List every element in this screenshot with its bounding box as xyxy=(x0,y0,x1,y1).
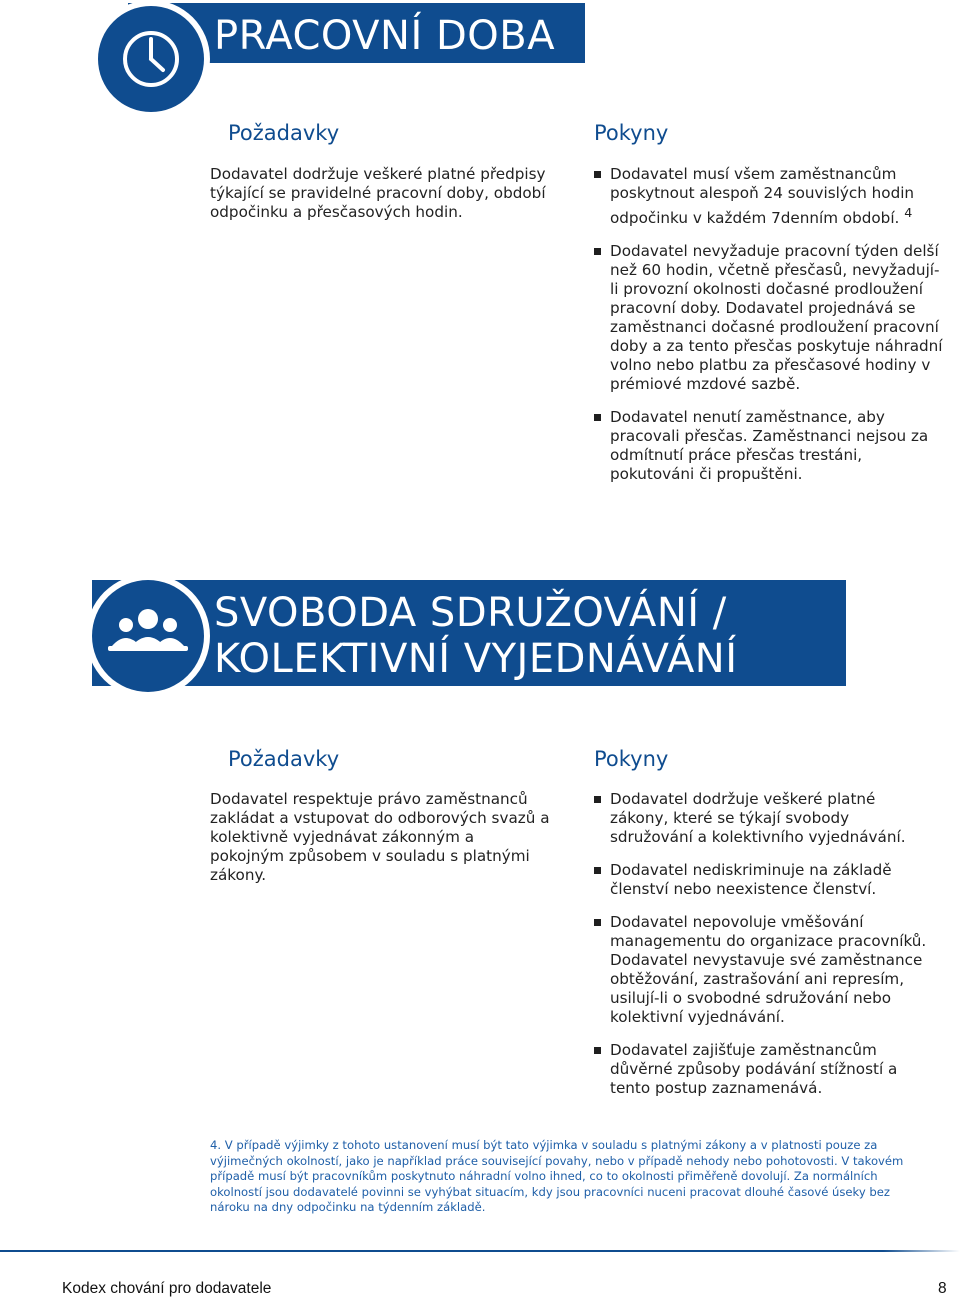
bullet-square-icon xyxy=(594,1047,601,1054)
section-title: PRACOVNÍ DOBA xyxy=(214,13,556,59)
guidance-item: Dodavatel dodržuje veškeré platné zákony, které se týkají svobody sdružování a kolektivního vyjednávání. xyxy=(594,790,934,847)
bullet-square-icon xyxy=(594,919,601,926)
footer-page-number: 8 xyxy=(938,1280,947,1297)
guidance-heading: Pokyny xyxy=(594,121,669,145)
bullet-square-icon xyxy=(594,867,601,874)
bullet-square-icon xyxy=(594,248,601,255)
bullet-square-icon xyxy=(594,171,601,178)
section-icon-badge xyxy=(86,574,210,698)
footnote-text: V případě výjimky z tohoto ustanovení musí být tato výjimka v souladu s platnými zákony a v platnosti pouze za výjimečných okolností, jako je například práce související povahy, nebo v případě nehody nebo pohotovosti. V takovém případě musí být pracovníkům poskytnuto náhradní volno ihned, co to okolnosti přiměřeně dovolují. Za normálních okolností jsou dodavatelé povinni se vyhýbat situacím, kdy jsou pracovníci nuceni pracovat dlouhé časové úseky bez nároku na dny odpočinku na týdenním základě. xyxy=(210,1138,904,1214)
footer-divider xyxy=(0,1250,960,1252)
clock-icon xyxy=(92,0,210,118)
guidance-item: Dodavatel nenutí zaměstnance, aby pracovali přesčas. Zaměstnanci nejsou za odmítnutí práce přesčas trestáni, pokutováni či propuštěni. xyxy=(594,408,946,484)
guidance-item: Dodavatel nevyžaduje pracovní týden delší než 60 hodin, včetně přesčasů, nevyžadují-li provozní okolnosti dočasné prodloužení pracovní doby. Dodavatel projednává se zaměstnanci dočasné prodloužení pracovní doby a za tento přesčas poskytuje náhradní volno nebo platbu za přesčasové hodiny v prémiové mzdové sazbě. xyxy=(594,242,946,394)
guidance-item: Dodavatel zajišťuje zaměstnancům důvěrné způsoby podávání stížností a tento postup zaznamenává. xyxy=(594,1041,934,1098)
people-group-icon xyxy=(86,574,210,698)
requirements-text: Dodavatel respektuje právo zaměstnanců zakládat a vstupovat do odborových svazů a kolektivně vyjednávat zákonným a pokojným způsobem v souladu s platnými zákony. xyxy=(210,790,550,884)
guidance-item: Dodavatel nediskriminuje na základě členství nebo neexistence členství. xyxy=(594,861,934,899)
guidance-item: Dodavatel nepovoluje vměšování managementu do organizace pracovníků. Dodavatel nevystavuje své zaměstnance obtěžování, zastrašování ani represím, usilují-li o svobodné sdružování nebo kolektivní vyjednávání. xyxy=(594,913,934,1027)
guidance-list xyxy=(594,790,934,1098)
footnote xyxy=(210,1138,930,1216)
bullet-square-icon xyxy=(594,414,601,421)
section-title: SVOBODA SDRUŽOVÁNÍ / KOLEKTIVNÍ VYJEDNÁVÁNÍ xyxy=(214,590,738,682)
guidance-heading: Pokyny xyxy=(594,747,669,771)
bullet-square-icon xyxy=(594,796,601,803)
requirements-text: Dodavatel dodržuje veškeré platné předpisy týkající se pravidelné pracovní doby, období odpočinku a přesčasových hodin. xyxy=(210,165,546,221)
requirements-heading: Požadavky xyxy=(228,747,340,771)
footnote-reference: 4 xyxy=(904,205,913,220)
guidance-item: Dodavatel musí všem zaměstnancům poskytnout alespoň 24 souvislých hodin odpočinku v každém 7denním období. $^4$ xyxy=(594,165,946,228)
footnote-number: 4. xyxy=(210,1138,222,1152)
section-icon-badge xyxy=(92,0,210,118)
guidance-list xyxy=(594,165,946,484)
requirements-heading: Požadavky xyxy=(228,121,340,145)
footer-document-title: Kodex chování pro dodavatele xyxy=(62,1280,272,1297)
